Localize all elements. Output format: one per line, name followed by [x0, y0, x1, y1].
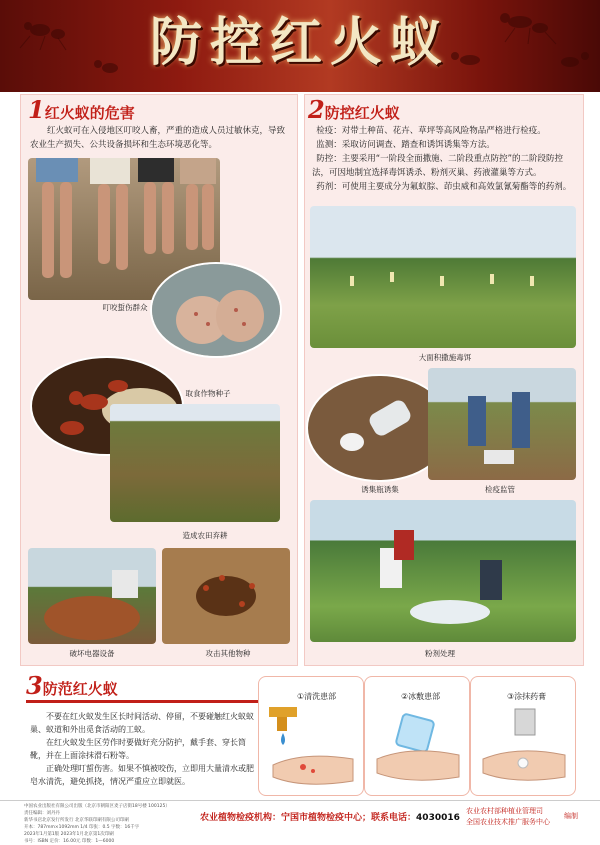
pesticide-text: 药剂：可使用主要成分为氟蚁腙、茚虫威和高效氯氰菊酯等的药剂。 [316, 182, 572, 192]
issuer-block [466, 806, 550, 828]
issuer-suffix: 编制 [564, 812, 578, 820]
section1-heading [28, 95, 135, 125]
section1-text: 红火蚁可在入侵地区叮咬人畜，严重的造成人员过敏休克，导致农业生产损失、公共设备损坏和生态环境恶化等。 [30, 126, 286, 150]
section1-number: 1 [28, 95, 45, 124]
section3-number: 3 [26, 671, 43, 700]
org-label: 农业植物检疫机构： [200, 813, 282, 823]
caption-bottle: 诱集瓶诱集 [361, 485, 399, 494]
bait-spreading-photo [310, 206, 576, 348]
step-wash-card [258, 676, 364, 796]
control-text: 防控：主要采用“一阶段全面撒施、二阶段重点防控”的二阶段防控法，可因地制宜选择毒饵诱杀、粉剂灭巢、药液灌巢等方式。 [312, 154, 564, 178]
publication-info [24, 803, 174, 845]
faucet-hand-icon [263, 705, 359, 791]
section3-underline [26, 700, 258, 703]
footer-divider [0, 800, 600, 801]
section3-heading [26, 671, 118, 701]
section3-text [30, 710, 258, 788]
phone-label: ；联系电话： [362, 813, 417, 823]
damaged-equipment-photo [28, 548, 156, 644]
caption-powder: 粉剂处理 [425, 649, 455, 658]
prevent-p1: 不要在红火蚁发生区长时间活动、停留，不要碰触红火蚁蚁巢、蚁道和外出觅食活动的工蚁。 [30, 712, 254, 734]
abandoned-farmland-photo [110, 404, 280, 522]
issuer-2: 全国农业技术推广服务中心 [466, 818, 550, 826]
prevent-p2: 在红火蚁发生区劳作时要做好充分防护，戴手套、穿长筒靴，并在上面涂抹滑石粉等。 [30, 738, 246, 760]
fine-print-2: 责任编辑：刘丹丹 [24, 811, 60, 816]
contact-line [200, 810, 460, 823]
caption-seed: 取食作物种子 [185, 389, 231, 398]
issuer-1: 农业农村部种植业管理司 [466, 807, 543, 815]
step-ice-card [364, 676, 470, 796]
step-wash-label: ①清洗患部 [297, 692, 337, 701]
fine-print-6: 书号：ISBN 定价：16.00元 印数：1—6000 [24, 839, 115, 844]
org-name: 宁国市植物检疫中心 [281, 813, 363, 823]
section1-title: 红火蚁的危害 [44, 104, 135, 122]
quarantine-text: 检疫：对带土种苗、花卉、草坪等高风险物品严格进行检疫。 [316, 126, 546, 136]
section2-heading [308, 95, 400, 125]
section2-number: 2 [308, 95, 325, 124]
fine-print-3: 新华书店北京发行所发行 北京华联印刷有限公司印刷 [24, 818, 129, 823]
fine-print-1: 中国农业出版社有限公司出版（北京市朝阳区麦子店街18号楼 100125） [24, 804, 170, 809]
ice-cube-hand-icon [369, 705, 465, 791]
caption-equipment: 破坏电器设备 [69, 649, 115, 658]
page-title: 防控红火蚁 [150, 12, 451, 73]
caption-bite: 叮咬蜇伤群众 [102, 303, 148, 312]
step-ointment-card [470, 676, 576, 796]
section2-text [312, 124, 578, 194]
step-ointment-label: ③涂抹药膏 [507, 692, 547, 701]
fine-print-5: 2023年1月第1版 2023年1月北京第1次印刷 [24, 832, 114, 837]
section2-title: 防控红火蚁 [324, 104, 400, 122]
caption-bait: 大面积撒施毒饵 [418, 353, 472, 362]
ointment-hand-icon [475, 705, 571, 791]
powder-treatment-photo [310, 500, 576, 642]
caption-supervise: 检疫监管 [485, 485, 515, 494]
header-banner [0, 0, 600, 92]
prevent-p3: 正确处理叮蜇伤害。如果不慎被咬伤，立即用大量清水或肥皂水清洗，避免抓挠，情况严重应立即就医。 [30, 764, 254, 786]
caption-farmland: 造成农田弃耕 [182, 531, 228, 540]
attack-species-photo [162, 548, 290, 644]
caption-animals: 攻击其他物种 [205, 649, 251, 658]
section3-title: 防范红火蚁 [42, 680, 118, 698]
phone-number: 4030016 [416, 813, 460, 823]
quarantine-supervision-photo [428, 368, 576, 480]
monitor-text: 监测：采取访问调查、踏查和诱饵诱集等方法。 [316, 140, 495, 150]
step-ice-label: ②冰敷患部 [401, 692, 441, 701]
fine-print-4: 开本：787mm×1092mm 1/4 印张：0.5 字数：16千字 [24, 825, 140, 830]
